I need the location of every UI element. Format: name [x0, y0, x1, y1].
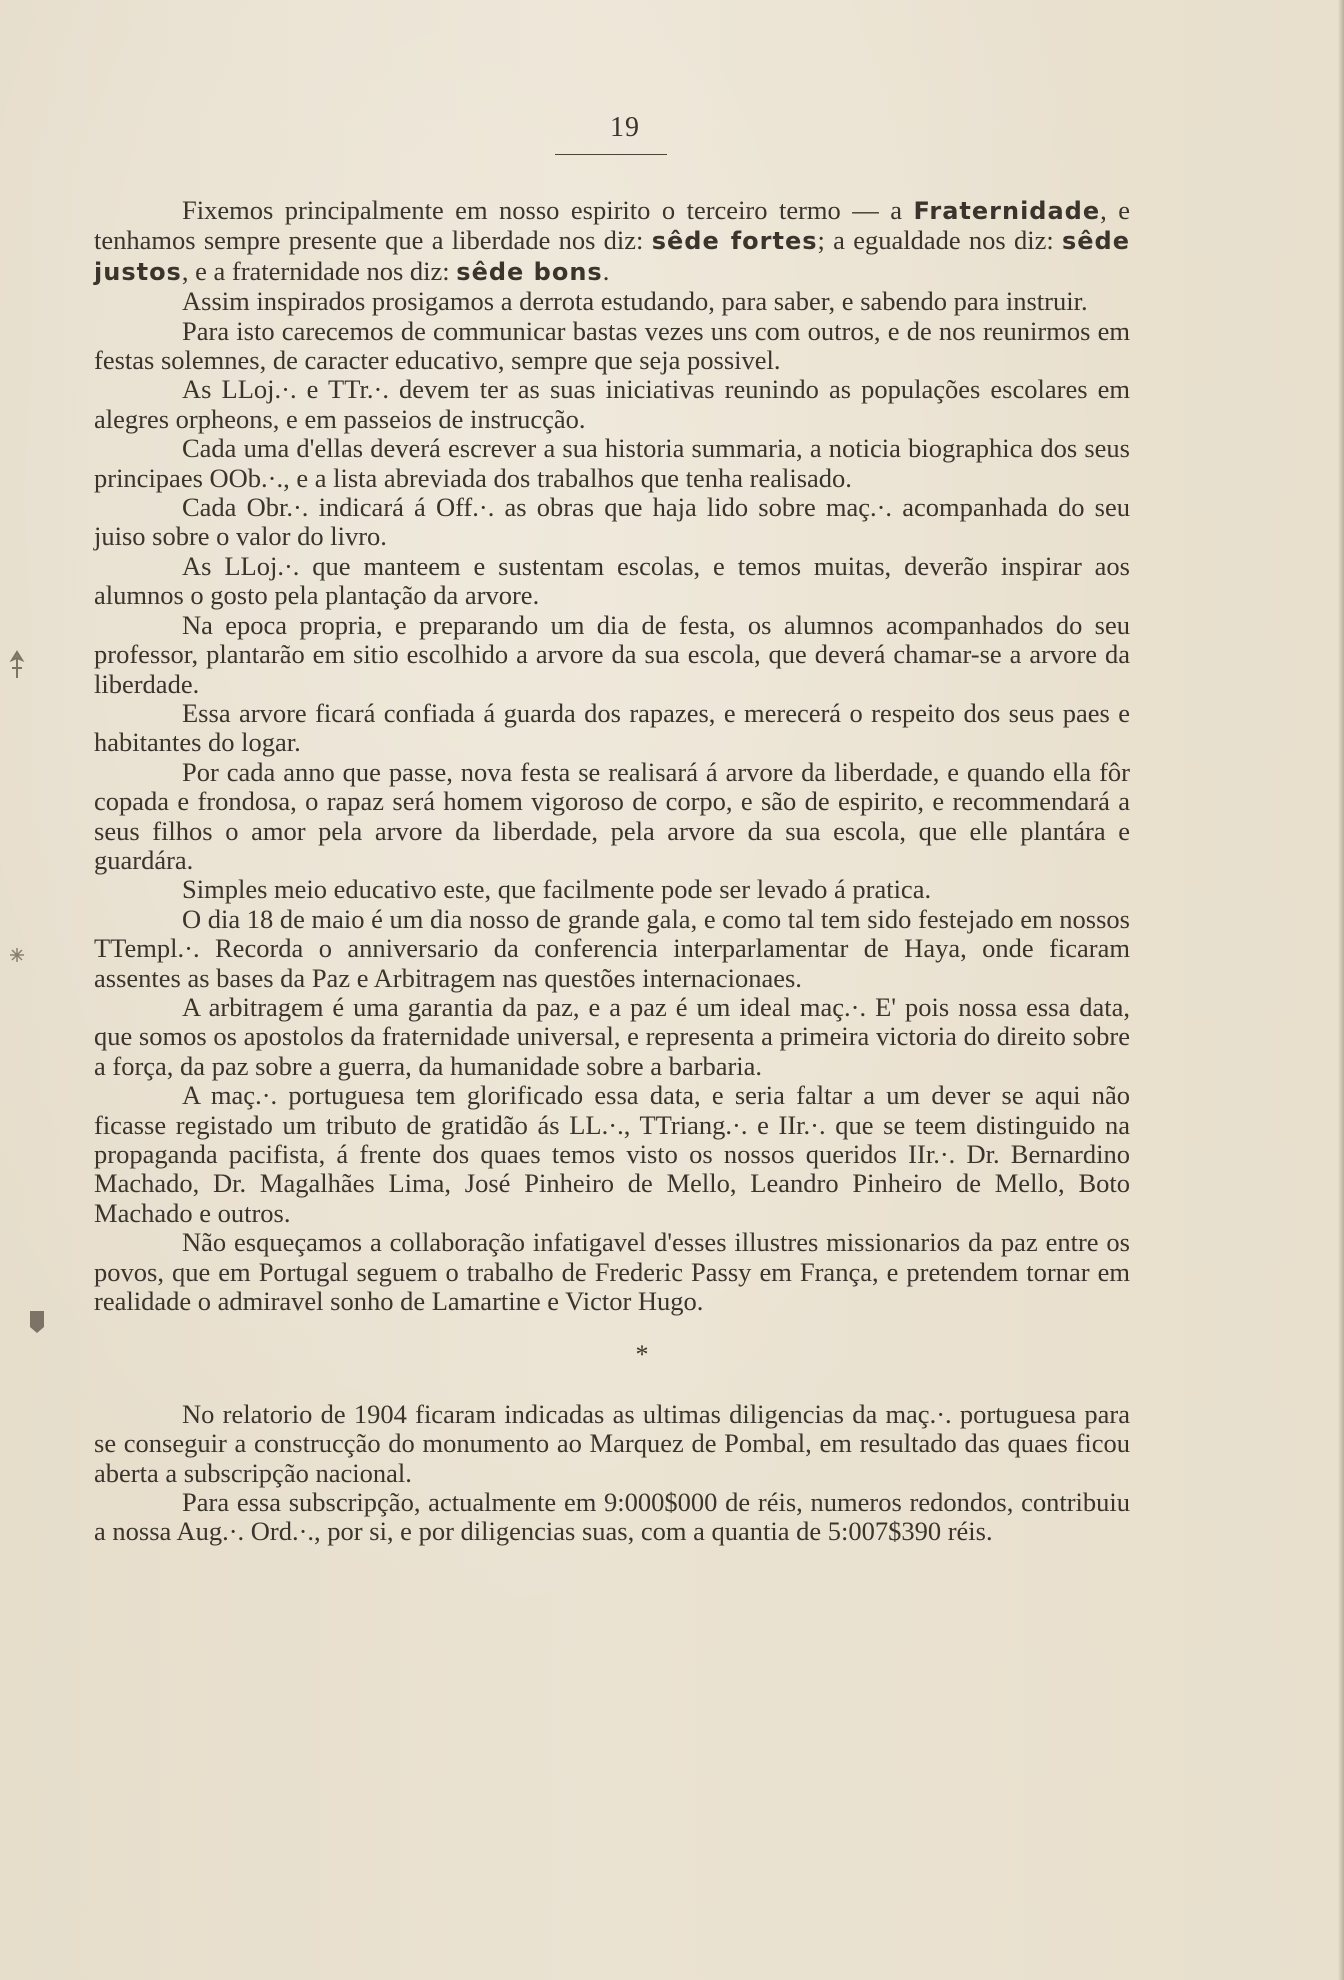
margin-ornament-icon	[28, 1305, 46, 1335]
text-run: .	[602, 255, 610, 286]
paragraph: O dia 18 de maio é um dia nosso de grande gala, e como tal tem sido festejado em nossos TTempl.·. Recorda o anniversario da conferencia interparlamentar de Haya, onde ficaram assentes as bases da Paz e Arbitragem nas questões internacionaes.	[94, 903, 1130, 993]
paragraph: As LLoj.·. que manteem e sustentam escolas, e temos muitas, deverão inspirar aos alumnos o gosto pela plantação da arvore.	[94, 550, 1130, 611]
page-edge-shadow	[1338, 0, 1344, 1980]
text-run: , e a fraternidade nos diz:	[181, 255, 457, 286]
section-separator: *	[635, 1340, 649, 1370]
margin-ornament-icon	[8, 650, 26, 680]
text-run: , e tenhamos sempre presente que a liberdade nos diz:	[94, 195, 1130, 256]
paragraph: As LLoj.·. e TTr.·. devem ter as suas iniciativas reunindo as populações escolares em alegres orpheons, e em passeios de instrucção.	[94, 374, 1130, 434]
paragraph: Na epoca propria, e preparando um dia de festa, os alumnos acompanhados do seu professor, plantarão em sitio escolhido a arvore da sua escola, que deverá chamar-se a arvore da liberdade.	[94, 609, 1130, 699]
paragraph: Cada Obr.·. indicará á Off.·. as obras que haja lido sobre maç.·. acompanhada do seu juiso sobre o valor do livro.	[94, 492, 1130, 552]
emphasized-text: sêde fortes	[651, 227, 818, 256]
paragraph: A maç.·. portuguesa tem glorificado essa data, e seria faltar a um dever se aqui não ficasse registado um tributo de gratidão ás LL.·., TTriang.·. e IIr.·. que se teem distinguido na propaganda pacifista, á frente dos quaes temos visto os nossos queridos IIr.·. Dr. Bernardino Machado, Dr. Magalhães Lima, José Pinheiro de Mello, Leandro Pinheiro de Mello, Boto Machado e outros.	[94, 1080, 1130, 1228]
paragraph: A arbitragem é uma garantia da paz, e a paz é um ideal maç.·. E' pois nossa essa data, que somos os apostolos da fraternidade universal, e representa a primeira victoria do direito sobre a força, da paz sobre a guerra, da humanidade sobre a barbaria.	[94, 991, 1130, 1081]
paragraph: Não esqueçamos a collaboração infatigavel d'esses illustres missionarios da paz entre os povos, que em Portugal seguem o trabalho de Frederic Passy em França, e pretendem tornar em realidade o admiravel sonho de Lamartine e Victor Hugo.	[94, 1227, 1130, 1317]
paragraph: Cada uma d'ellas deverá escrever a sua historia summaria, a noticia biographica dos seus principaes OOb.·., e a lista abreviada dos trabalhos que tenha realisado.	[94, 433, 1130, 493]
header-rule	[555, 154, 667, 155]
emphasized-text: sêde justos	[94, 227, 1130, 286]
emphasized-text: Fraternidade	[913, 197, 1101, 225]
page-number: 19	[610, 112, 640, 143]
paragraph-group-main	[94, 196, 1130, 1316]
paragraph: Assim inspirados prosigamos a derrota estudando, para saber, e sabendo para instruir.	[182, 286, 1088, 317]
paragraph: Para isto carecemos de communicar bastas vezes uns com outros, e de nos reunirmos em festas solemnes, de caracter educativo, sempre que seja possivel.	[94, 315, 1130, 376]
paragraph: Para essa subscripção, actualmente em 9:000$000 de réis, numeros redondos, contribuiu a nossa Aug.·. Ord.·., por si, e por diligencias suas, com a quantia de 5:007$390 réis.	[94, 1487, 1130, 1547]
paragraph: No relatorio de 1904 ficaram indicadas as ultimas diligencias da maç.·. portuguesa para se conseguir a construcção do monumento ao Marquez de Pombal, em resultado das quaes ficou aberta a subscripção nacional.	[94, 1398, 1130, 1488]
paragraph-group-after	[94, 1400, 1130, 1547]
text-run: ; a egualdade nos diz:	[817, 225, 1062, 256]
paragraph: Por cada anno que passe, nova festa se realisará á arvore da liberdade, e quando ella fôr copada e frondosa, o rapaz será homem vigoroso de corpo, e são de espirito, e recommendará a seus filhos o amor pela arvore da liberdade, pela arvore da sua escola, que elle plantára e guardára.	[94, 756, 1130, 875]
margin-ornament-icon	[8, 940, 26, 970]
body-text	[94, 196, 1130, 1547]
paragraph: Essa arvore ficará confiada á guarda dos rapazes, e merecerá o respeito dos seus paes e habitantes do logar.	[94, 697, 1130, 758]
paragraph	[94, 196, 1130, 287]
paragraph: Simples meio educativo este, que facilmente pode ser levado á pratica.	[182, 874, 932, 905]
text-run: Fixemos principalmente em nosso espirito o terceiro termo — a	[182, 195, 914, 225]
emphasized-text: sêde bons	[456, 257, 603, 286]
